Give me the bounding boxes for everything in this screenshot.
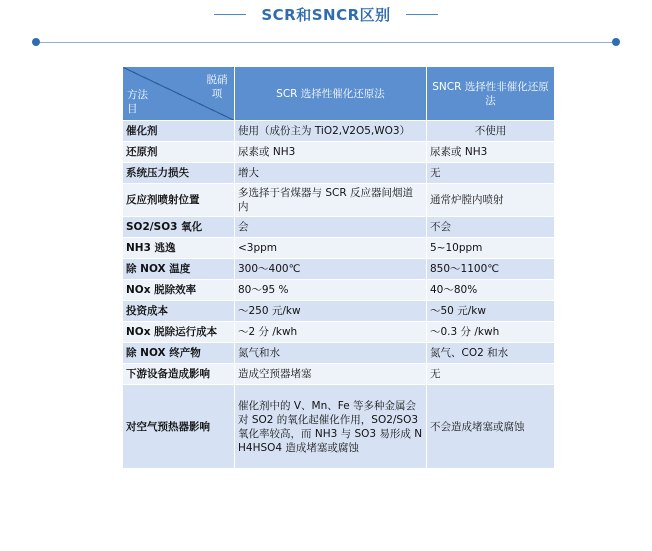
page-title-row	[0, 4, 652, 28]
title-dash-left	[214, 14, 246, 15]
row-sncr-value: 40～80%	[427, 280, 555, 301]
row-sncr-value: 不会	[427, 217, 555, 238]
row-sncr-value: 850～1100℃	[427, 259, 555, 280]
row-item: 还原剂	[123, 142, 235, 163]
row-sncr-value: 氮气、CO2 和水	[427, 343, 555, 364]
row-item: 反应剂喷射位置	[123, 184, 235, 217]
page-title: SCR和SNCR区别	[261, 6, 391, 24]
table-row	[123, 238, 555, 259]
diagonal-header-cell	[123, 67, 235, 121]
row-item: 对空气预热器影响	[123, 385, 235, 469]
row-sncr-value: ～50 元/kw	[427, 301, 555, 322]
row-scr-value: 增大	[235, 163, 427, 184]
table-row	[123, 364, 555, 385]
row-scr-value: 使用（成份主为 TiO2,V2O5,WO3）	[235, 121, 427, 142]
comparison-table	[122, 66, 555, 469]
table-header-row	[123, 67, 555, 121]
header-sncr: SNCR 选择性非催化还原法	[427, 67, 555, 121]
row-sncr-value: 不使用	[427, 121, 555, 142]
header-scr: SCR 选择性催化还原法	[235, 67, 427, 121]
row-sncr-value: 通常炉膛内喷射	[427, 184, 555, 217]
row-sncr-value: 无	[427, 163, 555, 184]
row-scr-value: 会	[235, 217, 427, 238]
row-item: 催化剂	[123, 121, 235, 142]
row-scr-value: 催化剂中的 V、Mn、Fe 等多种金属会对 SO2 的氧化起催化作用，SO2/SO3 氧化率较高，而 NH3 与 SO3 易形成 NH4HSO4 造成堵塞或腐蚀	[235, 385, 427, 469]
table-row	[123, 385, 555, 469]
row-sncr-value: ～0.3 分 /kwh	[427, 322, 555, 343]
header-method-label: 方法目	[127, 89, 148, 115]
table-row	[123, 259, 555, 280]
header-item-label: 脱硝项	[206, 74, 228, 100]
table-row	[123, 217, 555, 238]
row-item: NOx 脱除效率	[123, 280, 235, 301]
row-item: SO2/SO3 氧化	[123, 217, 235, 238]
row-scr-value: ～250 元/kw	[235, 301, 427, 322]
table-row	[123, 301, 555, 322]
row-scr-value: ～2 分 /kwh	[235, 322, 427, 343]
row-item: NOx 脱除运行成本	[123, 322, 235, 343]
table-row	[123, 343, 555, 364]
table-row	[123, 322, 555, 343]
row-item: 除 NOX 温度	[123, 259, 235, 280]
title-dash-right	[406, 14, 438, 15]
row-scr-value: <3ppm	[235, 238, 427, 259]
row-scr-value: 300～400℃	[235, 259, 427, 280]
row-sncr-value: 5~10ppm	[427, 238, 555, 259]
row-scr-value: 80～95 %	[235, 280, 427, 301]
row-item: 下游设备造成影响	[123, 364, 235, 385]
table-row	[123, 163, 555, 184]
row-scr-value: 尿素或 NH3	[235, 142, 427, 163]
row-scr-value: 多选择于省煤器与 SCR 反应器间烟道内	[235, 184, 427, 217]
row-item: 投资成本	[123, 301, 235, 322]
title-divider-line	[36, 42, 616, 43]
row-item: 系统压力损失	[123, 163, 235, 184]
row-item: 除 NOX 终产物	[123, 343, 235, 364]
row-sncr-value: 尿素或 NH3	[427, 142, 555, 163]
row-sncr-value: 不会造成堵塞或腐蚀	[427, 385, 555, 469]
row-scr-value: 造成空预器堵塞	[235, 364, 427, 385]
row-sncr-value: 无	[427, 364, 555, 385]
row-item: NH3 逃逸	[123, 238, 235, 259]
table-row	[123, 142, 555, 163]
divider-dot-right	[612, 38, 620, 46]
divider-dot-left	[32, 38, 40, 46]
table-row	[123, 184, 555, 217]
table-row	[123, 280, 555, 301]
table-row	[123, 121, 555, 142]
row-scr-value: 氮气和水	[235, 343, 427, 364]
